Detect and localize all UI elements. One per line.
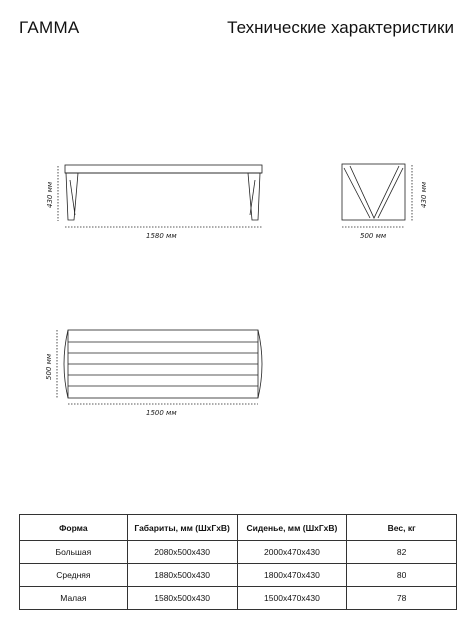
table-row [20, 541, 457, 564]
section-title: Технические характеристики [227, 18, 454, 37]
cell-dimensions: 1880x500x430 [127, 564, 237, 587]
side-view-depth-label: 500 мм [360, 232, 387, 240]
cell-dimensions: 1580x500x430 [127, 587, 237, 610]
top-view-depth-label: 500 мм [45, 353, 53, 380]
cell-seat: 1500x470x430 [237, 587, 347, 610]
cell-form: Средняя [20, 564, 128, 587]
front-view-length-label: 1580 мм [146, 232, 177, 240]
front-view-drawing [58, 165, 262, 227]
cell-form: Малая [20, 587, 128, 610]
cell-seat: 1800x470x430 [237, 564, 347, 587]
cell-weight: 80 [347, 564, 457, 587]
top-view-length-label: 1500 мм [146, 409, 177, 417]
header-weight: Вес, кг [347, 515, 457, 541]
table-row [20, 587, 457, 610]
top-view-drawing [57, 330, 262, 404]
cell-weight: 78 [347, 587, 457, 610]
cell-weight: 82 [347, 541, 457, 564]
product-title: ГАММА [19, 18, 80, 37]
header-form: Форма [20, 515, 128, 541]
header-seat: Сиденье, мм (ШхГхВ) [237, 515, 347, 541]
spec-table-header [20, 515, 457, 541]
spec-table [19, 514, 457, 610]
table-row [20, 564, 457, 587]
cell-form: Большая [20, 541, 128, 564]
cell-dimensions: 2080x500x430 [127, 541, 237, 564]
cell-seat: 2000x470x430 [237, 541, 347, 564]
side-view-height-label: 430 мм [420, 181, 428, 208]
front-view-height-label: 430 мм [46, 181, 54, 208]
header-dimensions: Габариты, мм (ШхГхВ) [127, 515, 237, 541]
side-view-drawing [342, 164, 412, 227]
